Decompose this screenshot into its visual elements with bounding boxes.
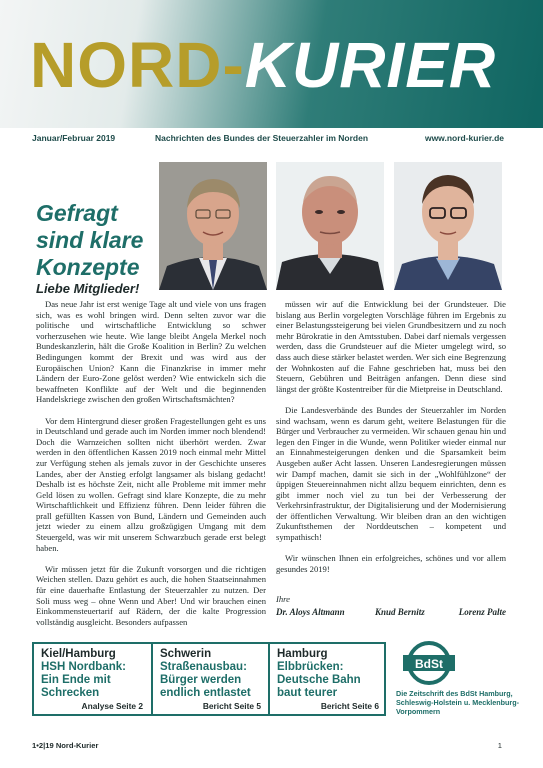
signature-names	[276, 607, 506, 619]
footer-issue-number: 1•2|19	[32, 741, 54, 750]
bdst-logo	[395, 640, 463, 686]
teaser-hsh-nordbank[interactable]	[34, 644, 150, 714]
teaser-page-ref[interactable]: Analyse Seite 2	[81, 701, 143, 711]
portrait-altmann	[159, 162, 267, 290]
article-column-right	[276, 299, 506, 585]
masthead-title-nord: NORD-	[30, 29, 245, 101]
signature-name-palte: Lorenz Palte	[458, 607, 506, 617]
signature-name-bernitz: Knud Bernitz	[375, 607, 425, 617]
tagline: Nachrichten des Bundes der Steuerzahler im Norden	[155, 133, 369, 143]
teaser-elbbruecken[interactable]	[268, 644, 386, 714]
footer-publication-name: Nord-Kurier	[55, 741, 99, 750]
teaser-region: Hamburg	[277, 648, 328, 660]
teaser-region: Schwerin	[160, 648, 212, 660]
bdst-logo-mark	[395, 640, 463, 686]
portrait-palte-image	[394, 162, 502, 290]
issue-date: Januar/Februar 2019	[32, 133, 116, 143]
signature-block	[276, 594, 506, 619]
masthead	[0, 0, 543, 128]
portrait-bernitz	[276, 162, 384, 290]
paragraph: Wir müssen jetzt für die Zukunft vorsorgen und die richtigen Weichen stellen. Dazu gehört es auch, die hohen Staatseinnahmen für eine dauerhafte Entlastung der Steuerzahler zu nutzen. Der Soli muss weg – ohne Wenn und Aber! Und wir brauchen einen Einkommensteuertarif auf Rädern, der die kalte Progression vollständig ausgleicht. Besonders aufpassen	[36, 563, 266, 627]
paragraph: müssen wir auf die Entwicklung bei der Grundsteuer. Die bislang aus Berlin vorgelegten Vorschläge führen im Ergebnis zu einer Belastungssteigerung bei vielen Grundbesitzern und zu noch mehr Bürokratie in den Amtsstuben. Dabei darf niemals vergessen werden, dass die Grundsteuer auf die Mieter umgelegt wird, so dass auch diese stärker belastet werden. Wer sich eine Begrenzung der Wohnkosten auf die Fahne geschrieben hat, muss bei den Steuern, Gebühren und Beiträgen anfangen. Denn diese sind längst der größte Kostentreiber für die Mietpreise in Deutschland.	[276, 299, 506, 394]
article-column-left	[36, 299, 266, 638]
portrait-altmann-image	[159, 162, 267, 290]
headline-line-2: sind klare	[36, 227, 144, 253]
page-number: 1	[497, 741, 502, 750]
teaser-headline: Straßenausbau: Bürger werden endlich entlastet	[160, 661, 251, 699]
signature-name-altmann: Dr. Aloys Altmann	[276, 607, 345, 617]
teaser-page-ref[interactable]: Bericht Seite 5	[202, 701, 261, 711]
salutation: Liebe Mitglieder!	[36, 281, 140, 296]
dateline	[0, 128, 543, 148]
teaser-strassenausbau[interactable]	[151, 644, 268, 714]
portrait-bernitz-image	[276, 162, 384, 290]
teaser-region: Kiel/Hamburg	[41, 648, 116, 660]
logo-caption: Die Zeitschrift des BdSt Hamburg, Schleswig-Holstein u. Mecklenburg-Vorpommern	[396, 689, 520, 716]
website-link[interactable]: www.nord-kurier.de	[424, 133, 504, 143]
headline-line-3: Konzepte	[36, 254, 140, 280]
teaser-headline: Elbbrücken: Deutsche Bahn baut teurer	[277, 661, 361, 699]
paragraph: Vor dem Hintergrund dieser großen Fragestellungen geht es uns in Deutschland und gerade auch im Norden immer noch blendend! Doch die Warnzeichen sollten nicht überhört werden. Zwar werden in den öffentlichen Kassen 2019 noch einmal mehr Mittel zur Verfügung stehen als jemals zuvor in der Geschichte unseres Landes, aber der Anstieg erfolgt langsamer als bislang gedacht! Deshalb ist es höchste Zeit, nicht alle Probleme mit immer mehr Geld lösen zu wollen. Gefragt sind klare Konzepte, die zu mehr Wirtschaftlichkeit und Effizienz führen. Denn leider führen die prall gefüllten Kassen von Bund, Ländern und Gemeinden auch jetzt wieder zu einem allzu großzügigen Umgang mit dem Steuergeld, was wir mit unserem Schwarzbuch gerade erst belegt haben.	[36, 415, 266, 553]
teaser-box	[32, 642, 386, 716]
headline	[36, 200, 166, 297]
headline-line-1: Gefragt	[36, 200, 118, 226]
paragraph: Die Landesverbände des Bundes der Steuerzahler im Norden sind wachsam, wenn es darum geht, weitere Belastungen für die Bürger und Verbraucher zu vermeiden. Wir schauen genau hin und legen den Finger in die Wunde, wenn Politiker wieder einmal nur an Einnahmesteigerungen denken und die Sparsamkeit beim Ausgeben außer Acht lassen. Unseren Landesregierungen müssen wir Dampf machen, damit sie sich in der „Wohlfühlzone“ der üppigen Steuereinnahmen nicht allzu bequem einrichten, denn es gibt immer noch viel zu tun bei der Verbesserung der Verkehrsinfrastruktur, der Digitalisierung und der Modernisierung der öffentlichen Verwaltung. Wir bleiben dran an den wichtigen Zukunftsthemen der Norddeutschen – kompetent und sympathisch!	[276, 404, 506, 543]
masthead-title	[30, 30, 496, 100]
teaser-page-ref[interactable]: Bericht Seite 6	[320, 701, 379, 711]
paragraph: Das neue Jahr ist erst wenige Tage alt und viele von uns fragen sich, was es wohl bringen wird. Denn selten zuvor war die politische und wirtschaftliche Entwicklung so schwer vorherzusehen wie heute. Wie lange bleibt Angela Merkel noch Bundeskanzlerin, hält die Große Koalition in Berlin? Zu welchen Bedingungen kommt der Brexit und was wird aus der Europäischen Union? Kann die Finanzkrise in immer mehr Ländern der Euro-Zone gelöst werden? Wie entwickeln sich die bewaffneten Konflikte auf der Welt und die beginnenden Handelskriege zwischen den großen Wirtschaftsmächten?	[36, 299, 266, 405]
bdst-logo-text: BdSt	[415, 657, 443, 671]
signature-closing: Ihre	[276, 594, 290, 604]
footer-issue	[32, 741, 98, 750]
paragraph: Wir wünschen Ihnen ein erfolgreiches, schönes und vor allem gesundes 2019!	[276, 553, 506, 574]
portrait-palte	[394, 162, 502, 290]
masthead-title-kurier: KURIER	[244, 29, 497, 101]
teaser-headline: HSH Nordbank: Ein Ende mit Schrecken	[41, 661, 126, 699]
